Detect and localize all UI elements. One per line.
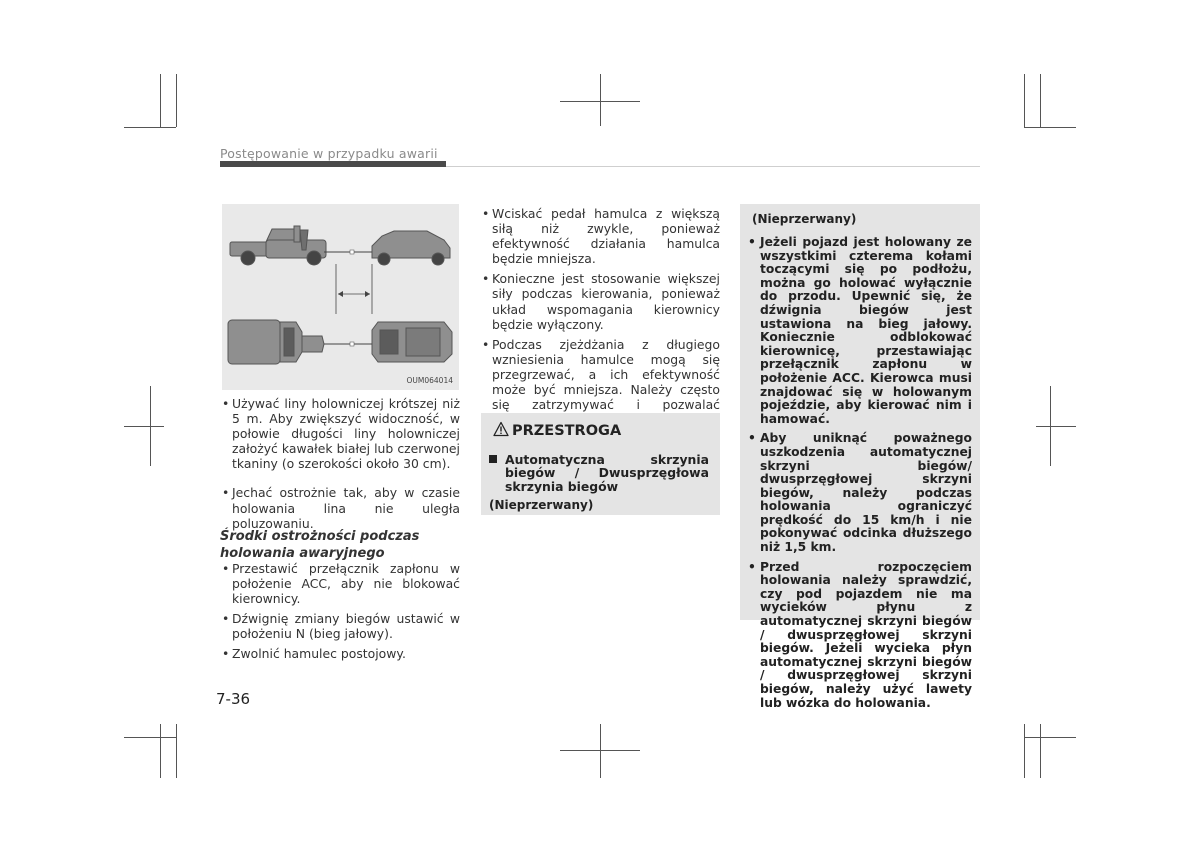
caution-continued: (Nieprzerwany) — [489, 498, 594, 512]
section-header: Postępowanie w przypadku awarii — [220, 146, 438, 161]
list-item: • Aby uniknąć poważnego uszkodzenia automatycznej skrzyni biegów/ dwusprzęgłowej skrzyni biegów, należy podczas holowania ograniczyć prędkość do 15 km/h i nie pokonywać odcinka dłuższego niż 1,5 km. — [748, 432, 972, 554]
caution-heading: Automatyczna skrzynia biegów / Dwusprzęgłowa skrzynia biegów — [489, 453, 709, 493]
square-bullet-icon — [489, 455, 497, 463]
list-item: • Zwolnić hamulec postojowy. — [222, 646, 460, 661]
caution-continued-box — [740, 204, 980, 710]
caution-box — [481, 413, 720, 515]
towing-illustration — [222, 204, 459, 390]
figure-caption: OUM064014 — [406, 376, 453, 385]
list-item: • Konieczne jest stosowanie większej siły podczas kierowania, ponieważ układ wspomagania kierownicy będzie wyłączony. — [482, 271, 720, 331]
section-title: Środki ostrożności podczas holowania awaryjnego — [220, 529, 420, 561]
list-item: • Jeżeli pojazd jest holowany ze wszystkimi czterema kołami toczącymi się po podłożu, można go holować wyłącznie do przodu. Upewnić się, że dźwignia biegów jest ustawiona na bieg jałowy. Koniecznie odblokować kierownicę, przestawiając przełącznik zapłonu w położenie ACC. Kierowca musi znajdować się w holowanym pojeździe, aby kierować nim i hamować. — [748, 236, 972, 426]
middle-column — [482, 206, 720, 427]
header-bar — [220, 161, 446, 167]
list-item: • Przed rozpoczęciem holowania należy sprawdzić, czy pod pojazdem nie ma wycieków płynu z automatycznej skrzyni biegów / dwusprzęgłowej skrzyni biegów. Jeżeli wycieka płyn automatycznej skrzyni biegów / dwusprzęgłowej skrzyni biegów, należy użyć lawety lub wózka do holowania. — [748, 561, 972, 711]
list-item: • Jechać ostrożnie tak, aby w czasie holowania lina nie uległa poluzowaniu. — [222, 485, 460, 530]
page-number: 7-36 — [216, 690, 251, 708]
list-item: • Używać liny holowniczej krótszej niż 5 m. Aby zwiększyć widoczność, w połowie długości liny holowniczej założyć kawałek białej lub czerwonej tkaniny (o szerokości około 30 cm). — [222, 396, 460, 471]
left-column-top — [222, 396, 460, 531]
header-rule — [446, 166, 980, 167]
list-item: • Podczas zjeżdżania z długiego wzniesienia hamulce mogą się przegrzewać, a ich efektywność może być mniejsza. Należy często się zatrzymywać i pozwalać — [482, 337, 720, 428]
tow-truck-and-car-diagram — [222, 204, 459, 390]
left-column-bottom — [222, 561, 460, 662]
caution-list — [748, 236, 972, 716]
warning-triangle-icon — [493, 421, 509, 437]
list-item: • Przestawić przełącznik zapłonu w położenie ACC, aby nie blokować kierownicy. — [222, 561, 460, 606]
caution-title: PRZESTROGA — [493, 421, 621, 439]
list-item: • Dźwignię zmiany biegów ustawić w położeniu N (bieg jałowy). — [222, 611, 460, 641]
continued-label: (Nieprzerwany) — [752, 212, 857, 226]
list-item: • Wciskać pedał hamulca z większą siłą niż zwykle, ponieważ efektywność działania hamulca będzie mniejsza. — [482, 206, 720, 266]
